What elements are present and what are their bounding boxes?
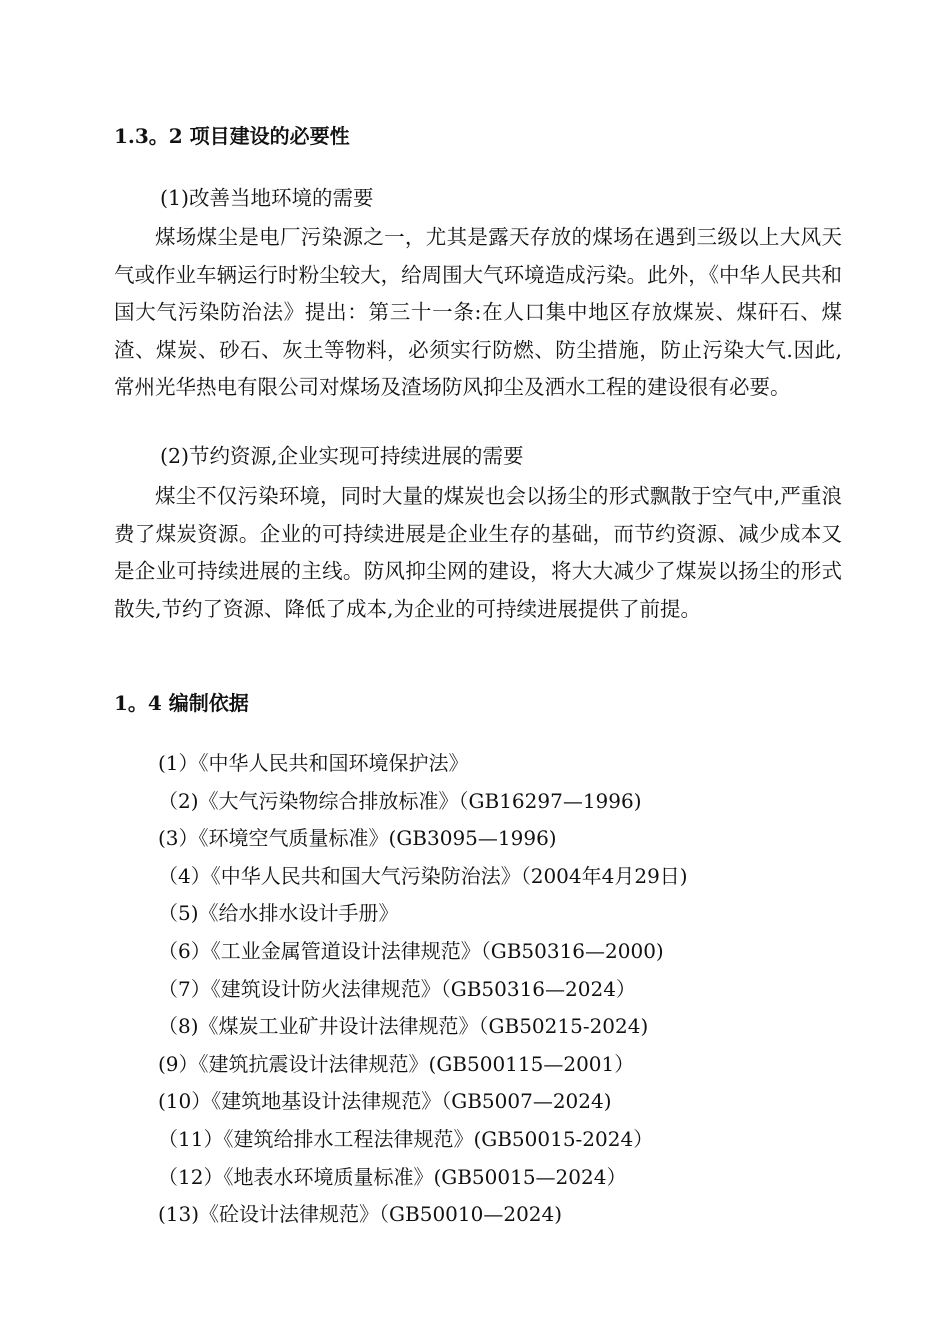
reference-item: （5)《给水排水设计手册》 xyxy=(158,901,399,926)
reference-list xyxy=(158,745,688,1234)
reference-item: （7）《建筑设计防火法律规范》（GB50316—2024） xyxy=(158,976,636,1001)
reference-item: (3）《环境空气质量标准》(GB3095—1996) xyxy=(158,826,557,851)
reference-item: (13)《砼设计法律规范》（GB50010—2024) xyxy=(158,1202,563,1227)
reference-item: （2)《大气污染物综合排放标准》（GB16297—1996) xyxy=(158,788,642,813)
section-heading-necessity: 1.3。2 项目建设的必要性 xyxy=(114,124,350,148)
reference-item: （8)《煤炭工业矿井设计法律规范》（GB50215-2024) xyxy=(158,1014,649,1039)
reference-item: （12）《地表水环境质量标准》(GB50015—2024） xyxy=(158,1164,627,1189)
paragraph-resource: 煤尘不仅污染环境，同时大量的煤炭也会以扬尘的形式飘散于空气中,严重浪费了煤炭资源。企业的可持续进展是企业生存的基础，而节约资源、减少成本又是企业可持续进展的主线。防风抑尘网的建设，将大大减少了煤炭以扬尘的形式散失,节约了资源、降低了成本,为企业的可持续进展提供了前提。 xyxy=(114,484,842,621)
section-heading-basis: 1。4 编制依据 xyxy=(114,691,249,715)
reference-item: （11）《建筑给排水工程法律规范》(GB50015-2024） xyxy=(158,1126,654,1151)
reference-item: (10）《建筑地基设计法律规范》（GB5007—2024) xyxy=(158,1089,612,1114)
reference-item: （6）《工业金属管道设计法律规范》（GB50316—2000) xyxy=(158,938,664,963)
paragraph-environment: 煤场煤尘是电厂污染源之一，尤其是露天存放的煤场在遇到三级以上大风天气或作业车辆运行时粉尘较大，给周围大气环境造成污染。此外，《中华人民共和国大气污染防治法》提出：第三十一条:在人口集中地区存放煤炭、煤矸石、煤渣、煤炭、砂石、灰土等物料，必须实行防燃、防尘措施，防止污染大气.因此,常州光华热电有限公司对煤场及渣场防风抑尘及洒水工程的建设很有必要。 xyxy=(114,225,842,399)
reference-item: (9）《建筑抗震设计法律规范》(GB500115—2001） xyxy=(158,1051,635,1076)
reference-item: (1）《中华人民共和国环境保护法》 xyxy=(158,751,469,775)
reference-item: （4）《中华人民共和国大气污染防治法》（2004年4月29日) xyxy=(158,863,688,888)
subheading-resource-need: (2)节约资源,企业实现可持续进展的需要 xyxy=(160,444,524,468)
subheading-environment-need: (1)改善当地环境的需要 xyxy=(160,186,374,210)
